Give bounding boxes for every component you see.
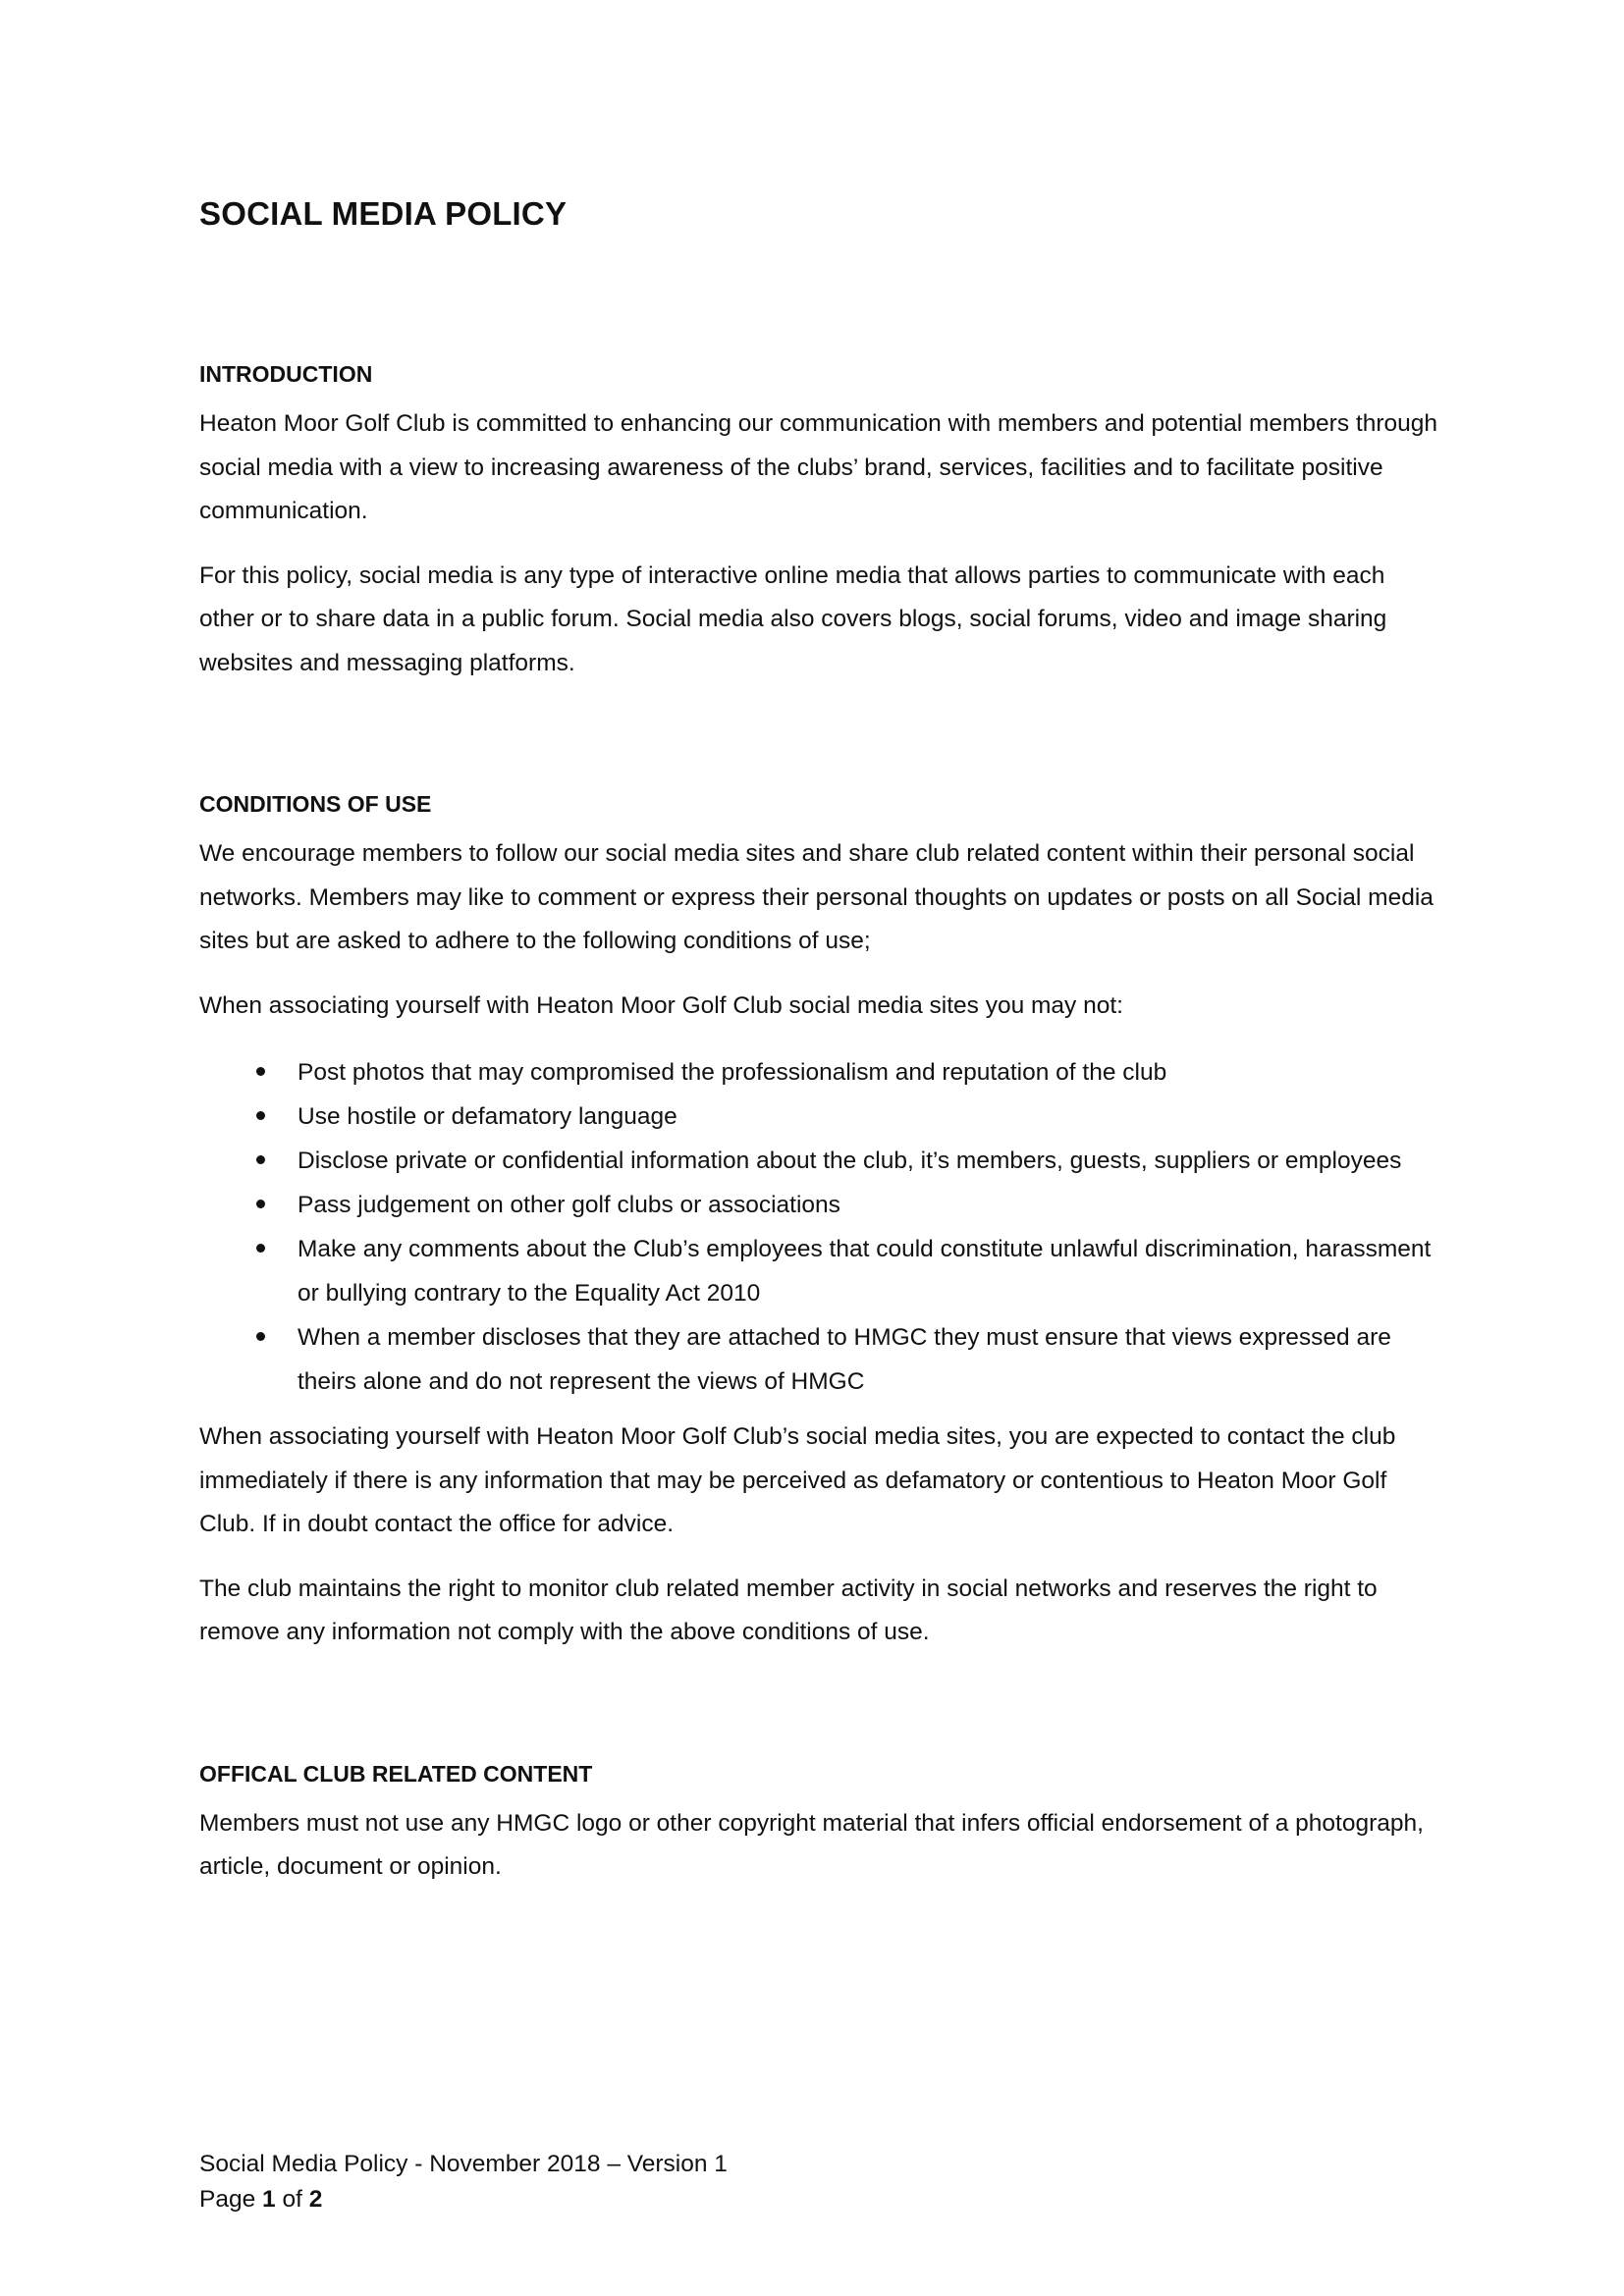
introduction-paragraph-2: For this policy, social media is any type of interactive online media that allows parties to communicate with each other or to share data in a public forum. Social media also covers blogs, social forums, video and image sharing websites and messaging platforms. <box>199 561 1387 676</box>
bullet-icon <box>256 1244 265 1253</box>
list-item-text: Use hostile or defamatory language <box>298 1103 677 1130</box>
list-item-text: Make any comments about the Club’s employees that could constitute unlawful discrimination, harassment or bullying contrary to the Equality Act 2010 <box>298 1236 1432 1307</box>
list-item-text: Pass judgement on other golf clubs or associations <box>298 1192 840 1218</box>
total-page-count: 2 <box>308 2186 323 2213</box>
list-item <box>199 1315 1441 1404</box>
list-item <box>199 1050 1441 1095</box>
bullet-icon <box>256 1200 265 1208</box>
conditions-paragraph-1: We encourage members to follow our social media sites and share club related content within their personal social networks. Members may like to comment or express their personal thoughts on updates or posts on all Social media sites but are asked to adhere to the following conditions of use; <box>199 840 1434 954</box>
official-content-paragraph: Members must not use any HMGC logo or other copyright material that infers official endorsement of a photograph, article, document or opinion. <box>199 1809 1424 1880</box>
bullet-icon <box>256 1155 265 1164</box>
conditions-paragraph-2: When associating yourself with Heaton Moor Golf Club social media sites you may not: <box>199 991 1123 1019</box>
document-body <box>199 192 1441 1890</box>
list-item <box>199 1095 1441 1139</box>
conditions-bullet-list <box>199 1050 1441 1404</box>
page-label: Page <box>199 2186 263 2213</box>
bullet-icon <box>256 1111 265 1120</box>
introduction-heading: INTRODUCTION <box>199 361 373 387</box>
list-item-text: Disclose private or confidential information about the club, it’s members, guests, suppliers or employees <box>298 1148 1402 1174</box>
official-content-heading: OFFICAL CLUB RELATED CONTENT <box>199 1760 593 1787</box>
conditions-paragraph-4: The club maintains the right to monitor club related member activity in social networks and reserves the right to remove any information not comply with the above conditions of use. <box>199 1575 1378 1645</box>
list-item-text: Post photos that may compromised the professionalism and reputation of the club <box>298 1059 1167 1086</box>
footer-page-number <box>199 2182 728 2217</box>
bullet-icon <box>256 1067 265 1076</box>
conditions-paragraph-3: When associating yourself with Heaton Moor Golf Club’s social media sites, you are expected to contact the club immediately if there is any information that may be perceived as defamatory or contentious to Heaton Moor Golf Club. If in doubt contact the office for advice. <box>199 1423 1396 1537</box>
page-of-label: of <box>275 2186 309 2213</box>
conditions-heading: CONDITIONS OF USE <box>199 791 432 817</box>
bullet-icon <box>256 1332 265 1341</box>
page-footer <box>199 2147 728 2217</box>
introduction-paragraph-1: Heaton Moor Golf Club is committed to enhancing our communication with members and potential members through social media with a view to increasing awareness of the clubs’ brand, services, facilities and to facilitate positive communication. <box>199 410 1437 524</box>
document-title: SOCIAL MEDIA POLICY <box>199 195 568 232</box>
list-item <box>199 1227 1441 1315</box>
list-item <box>199 1139 1441 1183</box>
list-item-text: When a member discloses that they are attached to HMGC they must ensure that views expressed are theirs alone and do not represent the views of HMGC <box>298 1324 1391 1395</box>
current-page-number: 1 <box>262 2186 276 2213</box>
footer-document-info: Social Media Policy - November 2018 – Version 1 <box>199 2151 728 2177</box>
list-item <box>199 1183 1441 1227</box>
